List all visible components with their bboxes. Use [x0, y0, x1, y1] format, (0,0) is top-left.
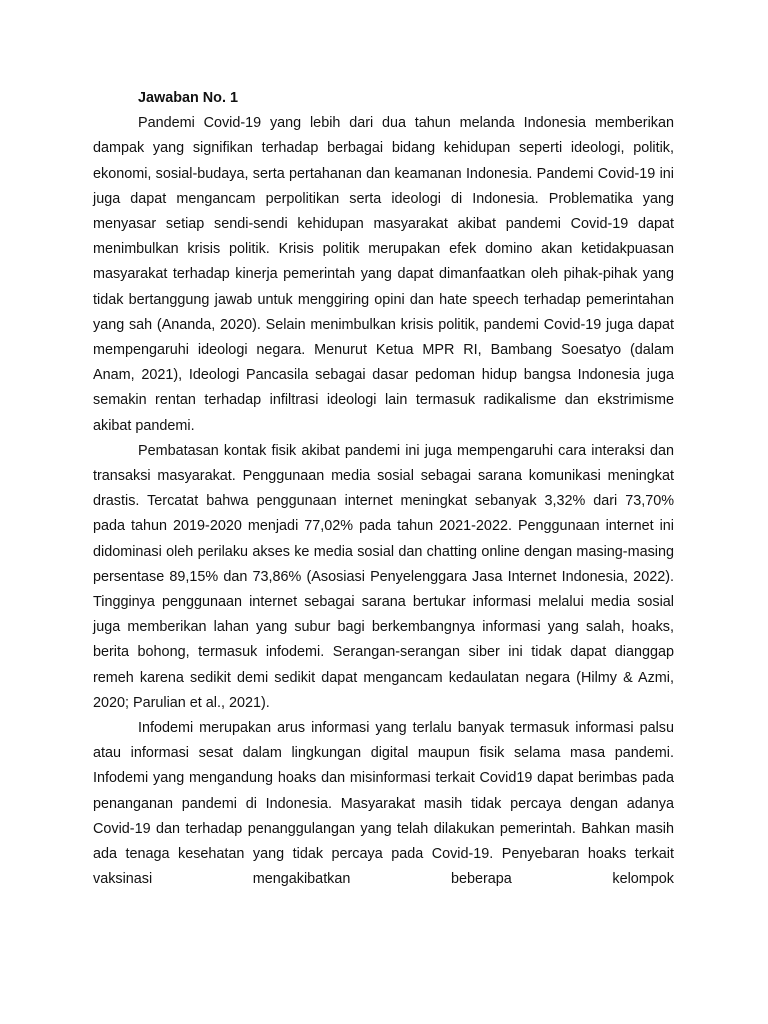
paragraph-infodemic: Infodemi merupakan arus informasi yang terlalu banyak termasuk informasi palsu atau informasi sesat dalam lingkungan digital maupun fisik selama masa pandemi. Infodemi yang mengandung hoaks dan misinformasi terkait Covid19 dapat berimbas pada penanganan pandemi di Indonesia. Masyarakat masih tidak percaya dengan adanya Covid-19 dan terhadap penanggulangan yang telah dilakukan pemerintah. Bahkan masih ada tenaga kesehatan yang tidak percaya pada Covid-19. Penyebaran hoaks terkait vaksinasi mengakibatkan beberapa kelompok: [93, 720, 674, 888]
paragraph-social-media-usage: Pembatasan kontak fisik akibat pandemi ini juga mempengaruhi cara interaksi dan transaksi masyarakat. Penggunaan media sosial sebagai sarana komunikasi meningkat drastis. Tercatat bahwa penggunaan internet meningkat sebanyak 3,32% dari 73,70% pada tahun 2019-2020 menjadi 77,02% pada tahun 2021-2022. Penggunaan internet ini didominasi oleh perilaku akses ke media sosial dan chatting online dengan masing-masing persentase 89,15% dan 73,86% (Asosiasi Penyelenggara Jasa Internet Indonesia, 2022). Tingginya penggunaan internet sebagai sarana bertukar informasi melalui media sosial juga memberikan lahan yang subur bagi berkembangnya informasi yang salah, hoaks, berita bohong, termasuk infodemi. Serangan-serangan siber ini tidak dapat dianggap remeh karena sedikit demi sedikit dapat mengancam kedaulatan negara (Hilmy & Azmi, 2020; Parulian et al., 2021).: [93, 442, 674, 711]
document-page: [93, 86, 674, 888]
paragraph-pandemic-politics: Pandemi Covid-19 yang lebih dari dua tahun melanda Indonesia memberikan dampak yang signifikan terhadap berbagai bidang kehidupan seperti ideologi, politik, ekonomi, sosial-budaya, serta pertahanan dan keamanan Indonesia. Pandemi Covid-19 ini juga dapat mengancam perpolitikan serta ideologi di Indonesia. Problematika yang menyasar setiap sendi-sendi kehidupan masyarakat akibat pandemi Covid-19 dapat menimbulkan krisis politik. Krisis politik merupakan efek domino akan ketidakpuasan masyarakat terhadap kinerja pemerintah yang dapat dimanfaatkan oleh pihak-pihak yang tidak bertanggung jawab untuk menggiring opini dan hate speech terhadap pemerintahan yang sah (Ananda, 2020). Selain menimbulkan krisis politik, pandemi Covid-19 juga dapat mempengaruhi ideologi negara. Menurut Ketua MPR RI, Bambang Soesatyo (dalam Anam, 2021), Ideologi Pancasila sebagai dasar pedoman hidup bangsa Indonesia juga semakin rentan terhadap infiltrasi ideologi lain termasuk radikalisme dan ekstrimisme akibat pandemi.: [93, 115, 674, 434]
answer-heading: Jawaban No. 1: [138, 90, 238, 106]
